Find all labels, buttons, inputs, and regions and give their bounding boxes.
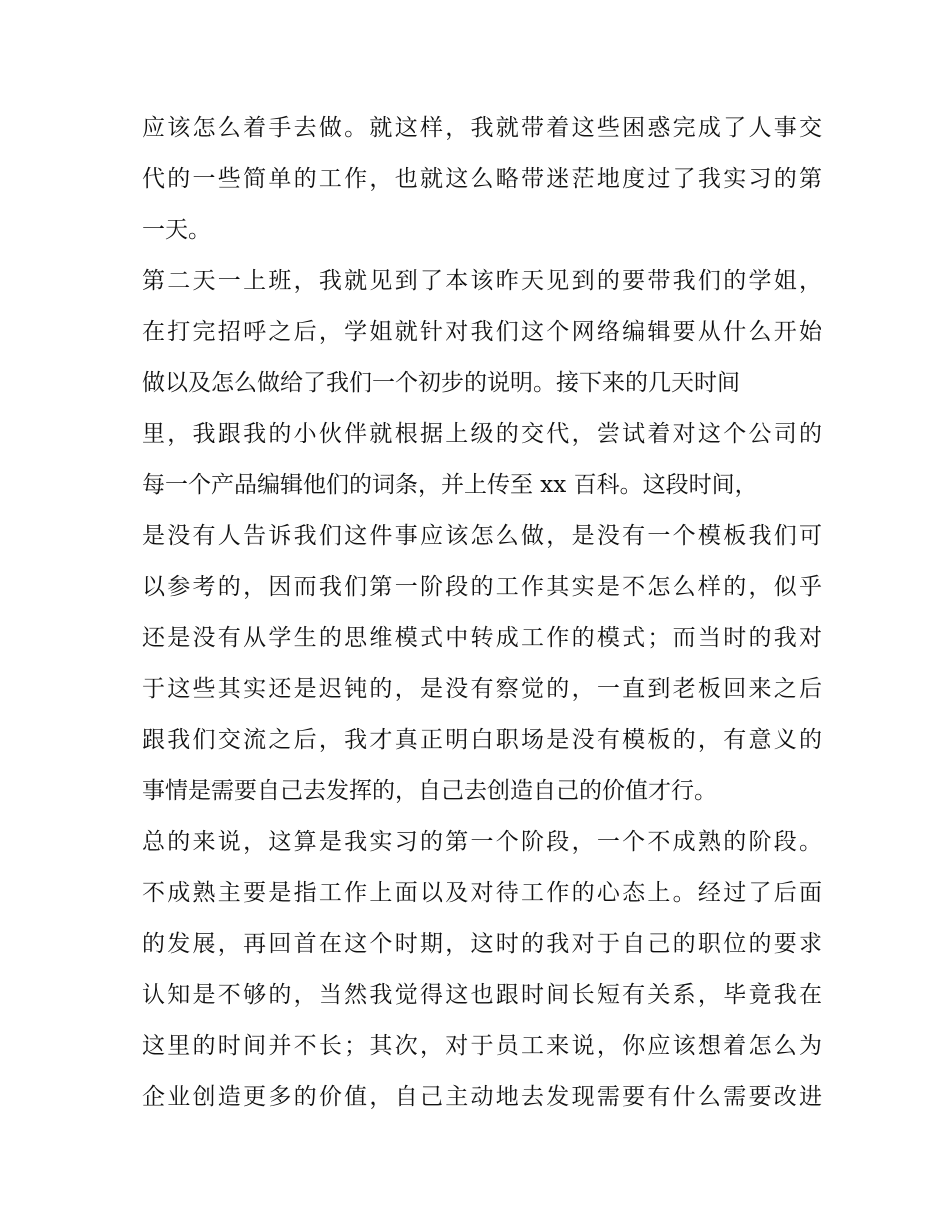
text-line: 不成熟主要是指工作上面以及对待工作的心态上。经过了后面	[142, 880, 822, 906]
text-line: 应该怎么着手去做。就这样，我就带着这些困惑完成了人事交	[142, 115, 822, 141]
text-line: 的发展，再回首在这个时期，这时的我对于自己的职位的要求	[142, 931, 822, 957]
text-line: 第二天一上班，我就见到了本该昨天见到的要带我们的学姐，	[142, 268, 822, 294]
text-line: 代的一些简单的工作，也就这么略带迷茫地度过了我实习的第	[142, 166, 822, 192]
text-line: 企业创造更多的价值，自己主动地去发现需要有什么需要改进	[142, 1084, 822, 1110]
text-line: 跟我们交流之后，我才真正明白职场是没有模板的，有意义的	[142, 727, 822, 753]
text-line: 里，我跟我的小伙伴就根据上级的交代，尝试着对这个公司的	[142, 421, 822, 447]
text-line: 认知是不够的，当然我觉得这也跟时间长短有关系，毕竟我在	[142, 982, 822, 1008]
text-line: 总的来说，这算是我实习的第一个阶段，一个不成熟的阶段。	[142, 829, 822, 855]
body-text	[142, 103, 822, 1123]
text-line: 于这些其实还是迟钝的，是没有察觉的，一直到老板回来之后	[142, 676, 822, 702]
text-line: 是没有人告诉我们这件事应该怎么做，是没有一个模板我们可	[142, 523, 822, 549]
text-line: 在打完招呼之后，学姐就针对我们这个网络编辑要从什么开始	[142, 319, 822, 345]
text-line: 每一个产品编辑他们的词条，并上传至 xx 百科。这段时间，	[142, 472, 758, 498]
text-line: 一天。	[142, 217, 211, 243]
text-line: 还是没有从学生的思维模式中转成工作的模式；而当时的我对	[142, 625, 822, 651]
text-line: 这里的时间并不长；其次，对于员工来说，你应该想着怎么为	[142, 1033, 822, 1059]
text-line: 做以及怎么做给了我们一个初步的说明。接下来的几天时间	[142, 370, 740, 396]
text-line: 以参考的，因而我们第一阶段的工作其实是不怎么样的，似乎	[142, 574, 822, 600]
text-line: 事情是需要自己去发挥的，自己去创造自己的价值才行。	[142, 778, 717, 804]
